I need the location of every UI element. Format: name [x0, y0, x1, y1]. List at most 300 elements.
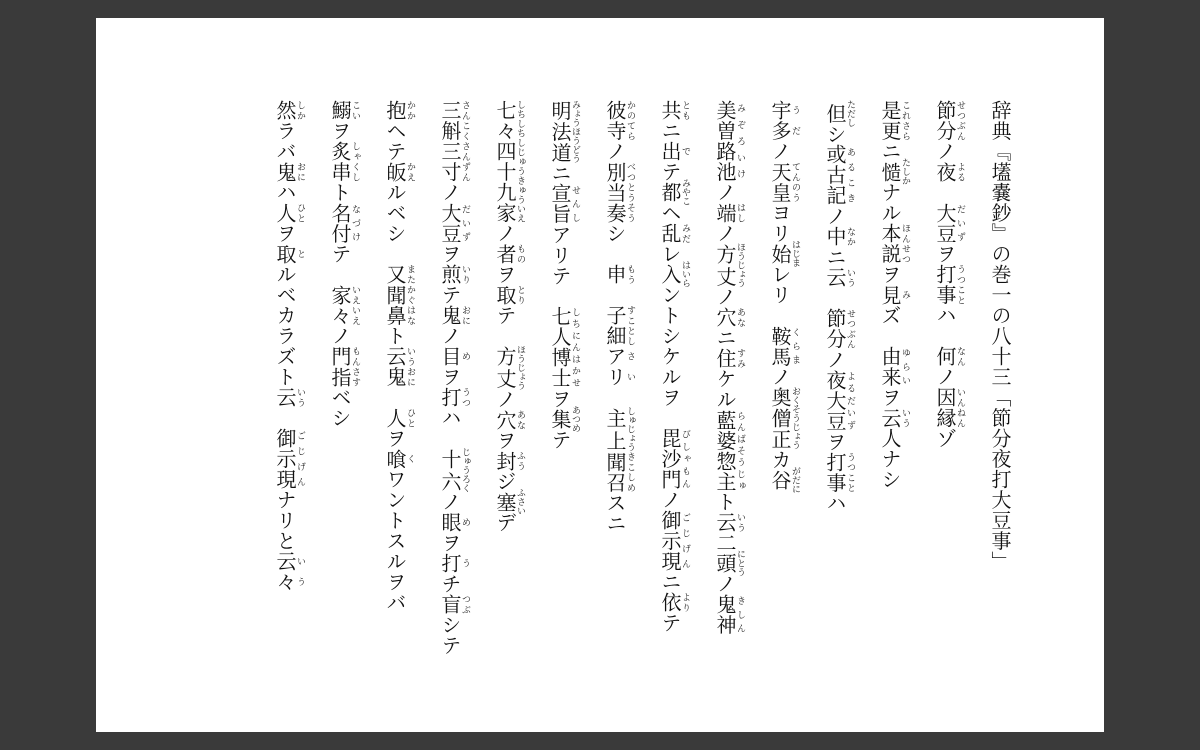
- ruby-base: 節分: [933, 100, 957, 141]
- furigana: もん: [350, 346, 360, 367]
- furigana: らんばそうじゅ: [735, 409, 745, 492]
- text-run: [383, 387, 407, 408]
- furigana: うつ: [460, 387, 470, 408]
- ruby-word: [273, 202, 305, 224]
- ruby-word: [933, 387, 965, 428]
- text-column: [808, 100, 861, 660]
- document-heading: [973, 100, 1026, 660]
- furigana: う: [460, 553, 470, 574]
- text-run: テ: [328, 243, 352, 285]
- ruby-base: 御示現: [273, 428, 297, 490]
- ruby-word: [438, 553, 470, 574]
- ruby-base: 主上: [603, 406, 627, 452]
- ruby-word: [438, 387, 470, 408]
- ruby-base: 出: [658, 141, 682, 162]
- ruby-word: [438, 202, 470, 244]
- furigana: くらま: [790, 325, 800, 367]
- text-run: ケル: [713, 368, 737, 410]
- ruby-base: 聞鼻: [383, 284, 407, 326]
- ruby-word: [493, 450, 525, 472]
- furigana: てんのう: [790, 161, 800, 203]
- furigana: で: [680, 141, 690, 162]
- text-run: テ: [493, 305, 517, 346]
- ruby-base: 節分: [823, 308, 847, 350]
- ruby-word: [438, 512, 470, 533]
- furigana: いう: [295, 387, 305, 408]
- ruby-base: 鰯: [328, 100, 352, 121]
- ruby-word: [768, 386, 800, 450]
- ruby-word: [713, 512, 745, 533]
- ruby-base: 人: [273, 202, 297, 223]
- ruby-base: 住: [713, 348, 737, 369]
- text-run: ニ: [713, 327, 737, 348]
- text-run: ニ: [823, 246, 847, 268]
- furigana: ほうじょう: [735, 242, 745, 288]
- ruby-word: [328, 100, 360, 121]
- furigana: とり: [515, 284, 525, 305]
- text-run: ト: [713, 491, 737, 512]
- ruby-base: 藍婆惣主: [713, 409, 737, 492]
- text-run: ノ: [438, 182, 462, 203]
- furigana: め: [460, 512, 470, 533]
- text-run: ナル: [878, 182, 902, 223]
- furigana: いう: [735, 512, 745, 533]
- text-run: [823, 288, 847, 309]
- furigana: きしん: [735, 594, 745, 635]
- ruby-word: [933, 346, 965, 367]
- ruby-word: [713, 594, 745, 635]
- furigana: よるだいず: [845, 369, 855, 432]
- ruby-word: [823, 451, 855, 493]
- text-column: [753, 100, 806, 660]
- text-run: ヲ: [438, 243, 462, 264]
- text-column: [258, 100, 311, 660]
- ruby-word: [603, 305, 635, 346]
- ruby-word: [383, 264, 415, 285]
- ruby-word: [713, 549, 745, 577]
- ruby-base: 集: [548, 405, 572, 433]
- furigana: み: [900, 284, 910, 305]
- furigana: なづけ: [350, 202, 360, 244]
- text-run: ト: [383, 325, 407, 346]
- ruby-word: [768, 466, 800, 494]
- furigana: すみ: [735, 348, 745, 369]
- ruby-base: 奏: [603, 202, 627, 223]
- ruby-word: [328, 366, 360, 388]
- ruby-base: 方丈: [493, 345, 517, 390]
- text-run: ルベシ: [383, 182, 407, 264]
- text-run: ノ: [658, 489, 682, 510]
- furigana: ひと: [405, 407, 415, 428]
- text-run: テ: [658, 612, 682, 633]
- furigana: いえいえ: [350, 284, 360, 326]
- ruby-base: 打: [438, 553, 462, 574]
- ruby-base: 鞍馬: [768, 325, 792, 367]
- ruby-base: 因縁: [933, 387, 957, 428]
- ruby-word: [273, 161, 305, 183]
- text-run: ノ: [933, 366, 957, 387]
- text-column: [423, 100, 476, 660]
- furigana: だいず: [460, 202, 470, 244]
- ruby-base: 方丈: [713, 242, 737, 288]
- text-column: [478, 100, 531, 660]
- furigana: あるこき: [845, 144, 855, 206]
- text-run: ヘ: [658, 202, 682, 223]
- ruby-base: 塞: [493, 488, 517, 516]
- text-run: テ: [658, 161, 682, 182]
- furigana: ほうじょう: [515, 345, 525, 390]
- ruby-word: [768, 100, 800, 141]
- ruby-base: 云: [878, 407, 902, 428]
- ruby-word: [603, 264, 635, 285]
- furigana: さんこくさんずん: [460, 100, 470, 182]
- ruby-base: 又: [383, 264, 407, 285]
- text-run: ゾ: [933, 428, 957, 449]
- furigana: いう: [295, 551, 305, 592]
- furigana: かえ: [405, 161, 415, 182]
- ruby-word: [493, 345, 525, 390]
- text-run: ニ: [658, 120, 682, 141]
- ruby-base: 打事: [823, 451, 847, 493]
- text-run: ノ: [713, 286, 737, 307]
- ruby-word: [713, 202, 745, 224]
- text-run: ヲ: [438, 532, 462, 553]
- ruby-word: [273, 551, 305, 592]
- ruby-base: 宇多: [768, 100, 792, 141]
- ruby-base: 者: [493, 243, 517, 264]
- ruby-word: [823, 226, 855, 247]
- ruby-word: [383, 100, 415, 121]
- ruby-base: 取: [493, 284, 517, 305]
- furigana: みぞろいけ: [735, 100, 745, 182]
- ruby-base: 門: [328, 346, 352, 367]
- ruby-base: 煎: [438, 264, 462, 285]
- furigana: しちにんはかせ: [570, 306, 580, 389]
- ruby-base: 慥: [878, 158, 902, 186]
- text-run: ノ: [768, 141, 792, 162]
- ruby-word: [713, 409, 745, 492]
- ruby-base: 頭: [713, 549, 737, 577]
- furigana: そう: [625, 202, 635, 223]
- text-run: ヲ: [933, 243, 957, 264]
- furigana: はいら: [680, 260, 690, 288]
- ruby-base: 谷: [768, 466, 792, 494]
- ruby-base: 眼: [438, 512, 462, 533]
- furigana: はし: [735, 202, 745, 223]
- furigana: おに: [460, 305, 470, 326]
- furigana: なん: [955, 346, 965, 367]
- ruby-word: [713, 307, 745, 328]
- text-run: ノ: [713, 573, 737, 594]
- ruby-base: 是更: [878, 100, 902, 141]
- ruby-word: [878, 158, 910, 186]
- text-run: ヲ: [548, 388, 572, 409]
- text-run: レ: [658, 243, 682, 264]
- ruby-base: 盲: [438, 594, 462, 615]
- ruby-base: 名付: [328, 202, 352, 244]
- text-run: 辞典『壒嚢鈔』の巻一の八十三「節分夜打大豆事」: [988, 100, 1012, 572]
- text-run: ヨリ: [768, 202, 792, 244]
- text-run: ヲ: [438, 366, 462, 387]
- text-column: [533, 100, 586, 660]
- text-run: チ: [438, 573, 462, 594]
- text-run: ルベカラズト: [273, 264, 297, 387]
- furigana: かぐはな: [405, 284, 415, 326]
- furigana: つぶ: [460, 594, 470, 615]
- ruby-base: 十六: [438, 447, 462, 493]
- text-run: ハ: [823, 492, 847, 514]
- ruby-word: [493, 243, 525, 265]
- text-run: ノ: [438, 491, 462, 512]
- ruby-word: [438, 594, 470, 615]
- furigana: ゆらい: [900, 346, 910, 387]
- ruby-base: 天皇: [768, 161, 792, 203]
- furigana: かのてら: [625, 100, 635, 141]
- ruby-base: 由来: [878, 346, 902, 387]
- ruby-base: 取: [273, 243, 297, 264]
- ruby-word: [438, 305, 470, 326]
- ruby-base: 打: [438, 387, 462, 408]
- furigana: おに: [295, 161, 305, 182]
- text-run: ハ: [933, 305, 957, 346]
- ruby-word: [713, 242, 745, 288]
- ruby-base: 始: [768, 240, 792, 268]
- ruby-word: [383, 284, 415, 326]
- ruby-word: [273, 428, 305, 490]
- text-run: ノ: [493, 223, 517, 244]
- text-run: ヲ: [273, 223, 297, 244]
- ruby-base: 宣旨: [548, 183, 572, 225]
- ruby-base: 三斛三寸: [438, 100, 462, 182]
- furigana: いんねん: [955, 387, 965, 428]
- furigana: せつぶん: [845, 308, 855, 350]
- text-run: ニ: [878, 141, 902, 162]
- ruby-word: [878, 223, 910, 264]
- furigana: いう: [845, 267, 855, 288]
- ruby-base: 云々: [273, 551, 297, 592]
- furigana: さい: [625, 346, 635, 387]
- furigana: ごじげん: [680, 510, 690, 572]
- text-run: ニ: [658, 571, 682, 592]
- text-run: ントシケルヲ: [658, 284, 682, 428]
- ruby-base: 別当: [603, 161, 627, 203]
- ruby-base: 彼寺: [603, 100, 627, 141]
- ruby-base: 御示現: [658, 510, 682, 572]
- ruby-word: [933, 264, 965, 305]
- ruby-word: [273, 100, 305, 121]
- furigana: たしか: [900, 158, 910, 186]
- ruby-word: [933, 202, 965, 244]
- text-run: ハ: [438, 407, 462, 449]
- furigana: せんし: [570, 183, 580, 225]
- furigana: にとう: [735, 549, 745, 577]
- ruby-base: 子細: [603, 305, 627, 346]
- text-run: ノ: [713, 223, 737, 244]
- ruby-base: 抱: [383, 100, 407, 121]
- text-run: デ: [493, 512, 517, 533]
- ruby-base: 見: [878, 284, 902, 305]
- ruby-word: [658, 260, 690, 288]
- text-run: ナリと: [273, 489, 297, 551]
- text-run: ノ: [493, 389, 517, 410]
- ruby-word: [438, 100, 470, 182]
- text-run: ジ: [493, 471, 517, 492]
- furigana: ただし: [845, 100, 855, 127]
- furigana: きこしめ: [625, 451, 635, 493]
- ruby-base: 炙串: [328, 141, 352, 182]
- furigana: こい: [350, 100, 360, 121]
- text-run: シテ: [438, 614, 462, 656]
- ruby-word: [603, 451, 635, 493]
- text-run: ト: [328, 182, 352, 203]
- furigana: なか: [845, 226, 855, 247]
- furigana: これさら: [900, 100, 910, 141]
- text-run: テ: [438, 284, 462, 305]
- text-run: レリ: [768, 264, 792, 326]
- furigana: ごじげん: [295, 428, 305, 490]
- ruby-word: [933, 161, 965, 183]
- ruby-base: 大豆: [438, 202, 462, 244]
- ruby-word: [878, 407, 910, 429]
- ruby-base: 鬼: [273, 161, 297, 182]
- text-run: ノ: [933, 141, 957, 162]
- text-run: シ: [823, 123, 847, 145]
- vertical-text-body: [258, 100, 1026, 660]
- ruby-word: [273, 387, 305, 408]
- ruby-word: [878, 100, 910, 141]
- ruby-base: 云: [823, 267, 847, 288]
- text-run: [273, 408, 297, 429]
- text-run: ヲ: [823, 431, 847, 452]
- ruby-word: [383, 161, 415, 183]
- furigana: め: [460, 346, 470, 367]
- text-column: [698, 100, 751, 660]
- furigana: だいず: [955, 202, 965, 244]
- ruby-base: 申: [603, 264, 627, 285]
- text-run: シ: [603, 223, 627, 264]
- furigana: また: [405, 264, 415, 285]
- ruby-word: [328, 284, 360, 326]
- furigana: あな: [735, 307, 745, 328]
- text-run: ズ: [878, 305, 902, 346]
- ruby-word: [328, 202, 360, 244]
- text-run: ノ: [823, 349, 847, 370]
- furigana: あな: [515, 409, 525, 430]
- ruby-word: [548, 306, 580, 389]
- ruby-word: [438, 447, 470, 493]
- ruby-base: 聞召: [603, 451, 627, 493]
- furigana: みだ: [680, 223, 690, 244]
- ruby-base: 毘沙門: [658, 428, 682, 490]
- furigana: がだに: [790, 466, 800, 494]
- ruby-base: 封: [493, 450, 517, 471]
- furigana: うつこと: [845, 451, 855, 493]
- ruby-word: [493, 284, 525, 306]
- ruby-base: アリ: [603, 346, 627, 387]
- ruby-word: [878, 346, 910, 387]
- ruby-base: 目: [438, 346, 462, 367]
- furigana: とも: [680, 100, 690, 121]
- ruby-word: [823, 267, 855, 288]
- text-column: [643, 100, 696, 660]
- ruby-base: 夜: [933, 161, 957, 182]
- furigana: もの: [515, 243, 525, 264]
- furigana: より: [680, 592, 690, 613]
- ruby-word: [768, 161, 800, 203]
- text-run: ヲ: [493, 264, 517, 285]
- text-run: 二: [713, 532, 737, 553]
- ruby-word: [328, 141, 360, 182]
- text-run: カ: [768, 449, 792, 470]
- furigana: もう: [625, 264, 635, 285]
- text-run: [603, 387, 627, 408]
- furigana: ほんせつ: [900, 223, 910, 264]
- ruby-base: 或古記: [823, 144, 847, 206]
- text-column: [918, 100, 971, 660]
- furigana: べつとう: [625, 161, 635, 203]
- furigana: しゃくし: [350, 141, 360, 182]
- ruby-word: [438, 264, 470, 285]
- ruby-word: [383, 346, 415, 387]
- ruby-word: [493, 100, 525, 223]
- text-run: ヲ: [493, 430, 517, 451]
- ruby-base: 乱: [658, 223, 682, 244]
- ruby-word: [658, 141, 690, 162]
- text-run: ノ: [438, 325, 462, 346]
- furigana: せつぶん: [955, 100, 965, 141]
- furigana: かか: [405, 100, 415, 121]
- ruby-base: 大豆: [933, 202, 957, 244]
- text-run: ノ: [823, 205, 847, 227]
- text-run: ワントスルヲバ: [383, 469, 407, 613]
- text-run: スニ: [603, 492, 627, 534]
- ruby-base: 打事: [933, 264, 957, 305]
- ruby-word: [713, 348, 745, 369]
- ruby-base: 家々: [328, 284, 352, 326]
- ruby-word: [658, 100, 690, 121]
- text-run: ノ: [328, 325, 352, 346]
- furigana: と: [295, 243, 305, 264]
- ruby-base: 鬼: [438, 305, 462, 326]
- ruby-word: [603, 406, 635, 452]
- ruby-base: 本説: [878, 223, 902, 264]
- furigana: じゅうろく: [460, 447, 470, 493]
- ruby-word: [603, 202, 635, 224]
- text-column: [863, 100, 916, 660]
- ruby-base: 云鬼: [383, 346, 407, 387]
- furigana: いう: [900, 407, 910, 428]
- ruby-word: [658, 510, 690, 572]
- text-run: ノ: [768, 366, 792, 387]
- ruby-base: 美曽路池: [713, 100, 737, 182]
- ruby-word: [438, 346, 470, 367]
- text-run: ハ: [273, 182, 297, 203]
- ruby-word: [383, 448, 415, 470]
- ruby-word: [823, 144, 855, 206]
- ruby-base: 七人博士: [548, 306, 572, 389]
- ruby-word: [878, 284, 910, 306]
- text-run: アリテ: [548, 224, 572, 307]
- text-run: ヲ: [383, 428, 407, 449]
- text-run: [603, 285, 627, 306]
- furigana: おくそうじょう: [790, 386, 800, 450]
- furigana: しか: [295, 100, 305, 121]
- ruby-word: [603, 346, 635, 387]
- ruby-word: [548, 183, 580, 225]
- ruby-base: 云: [273, 387, 297, 408]
- text-run: [933, 182, 957, 203]
- text-run: ヲ: [878, 387, 902, 408]
